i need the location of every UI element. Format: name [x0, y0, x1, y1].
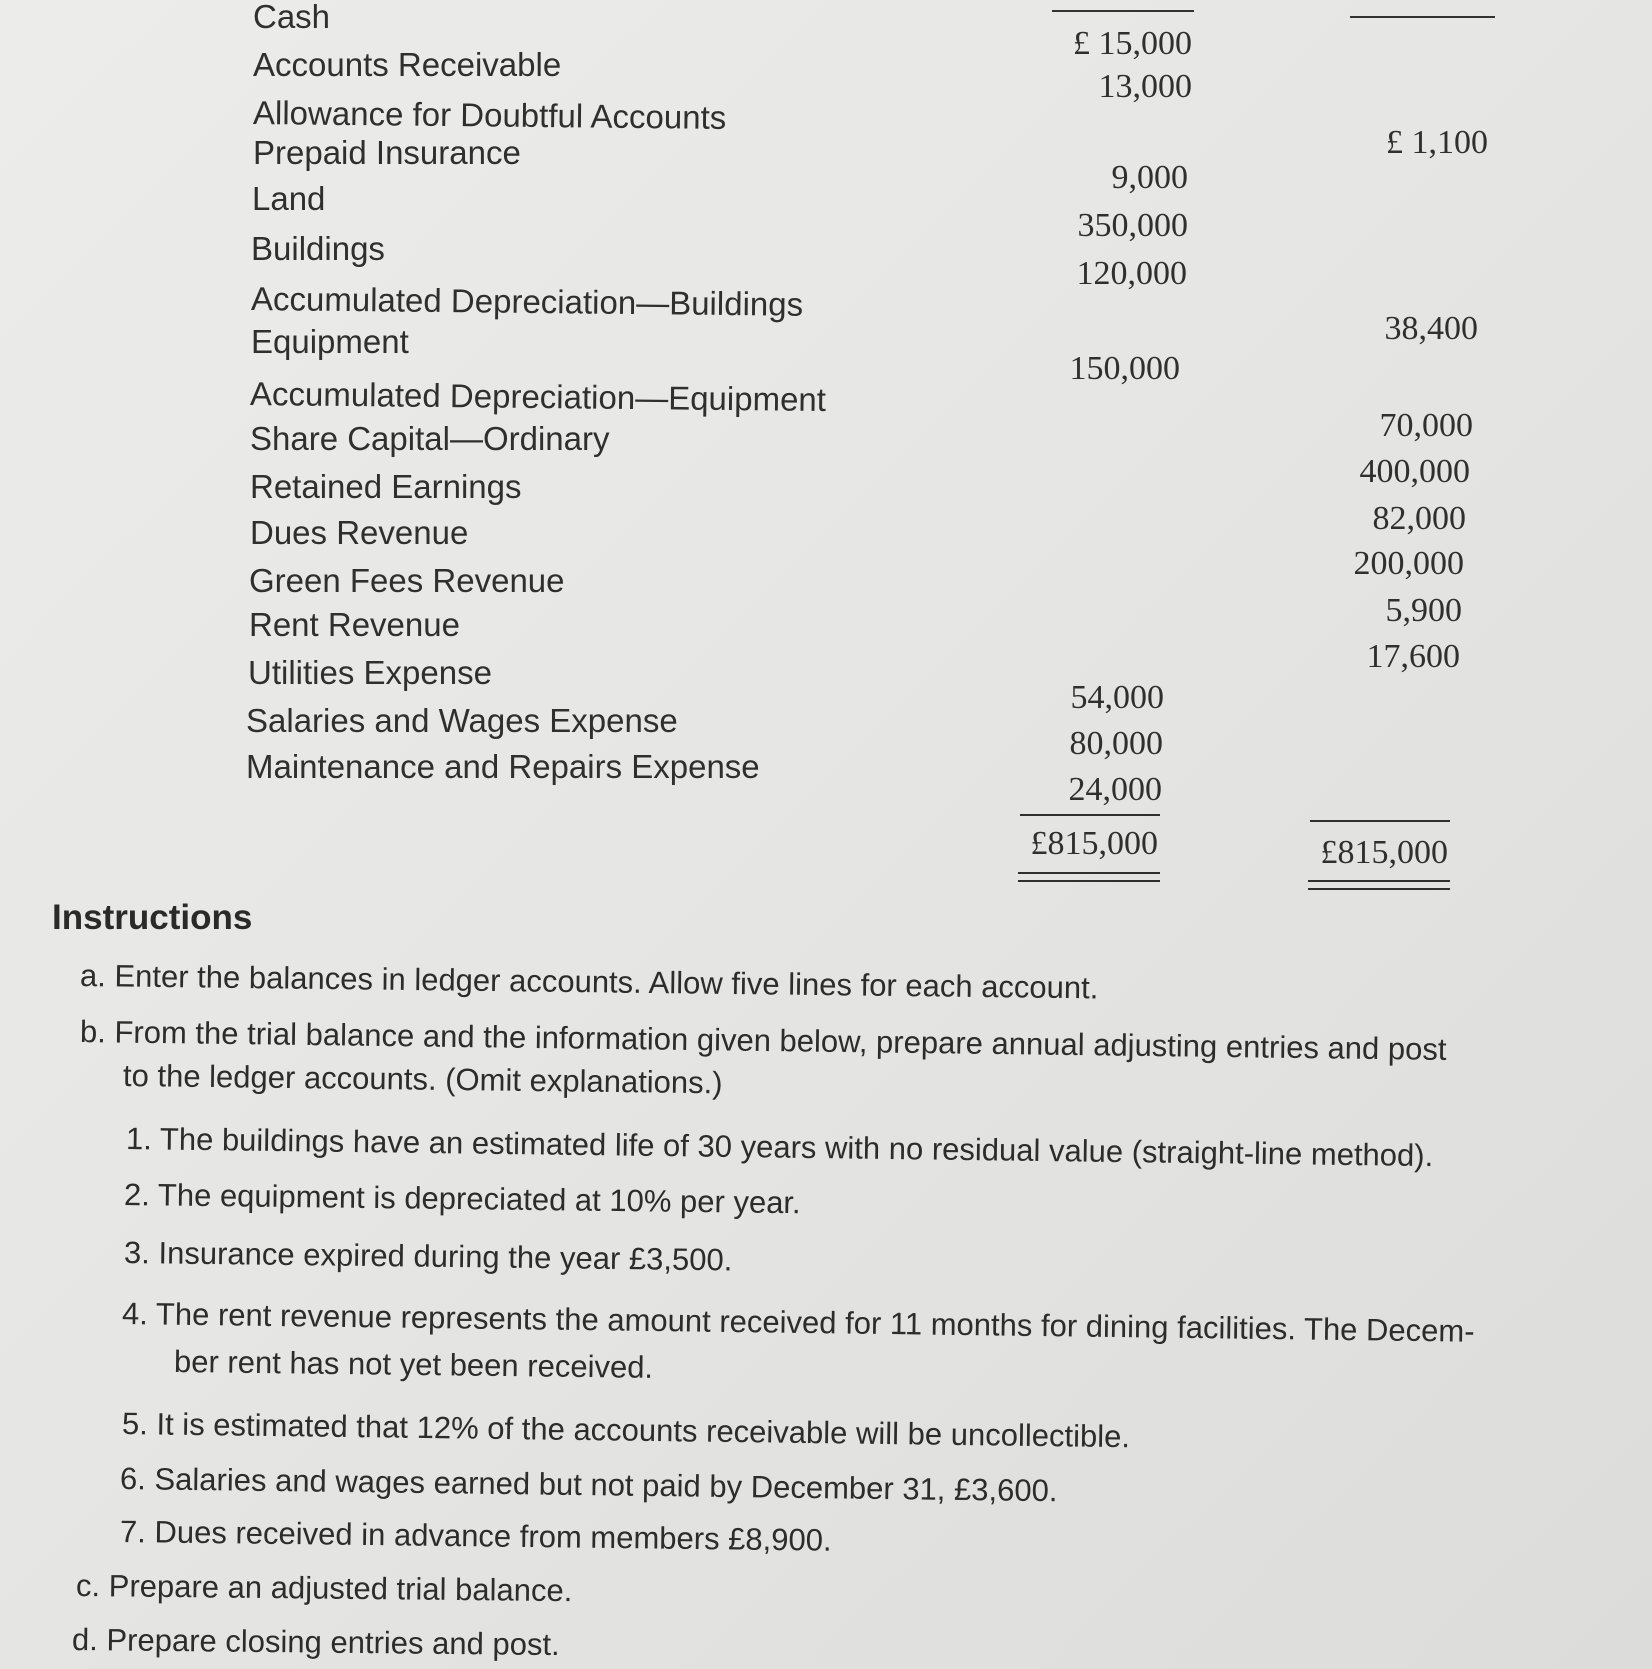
- adjustment-item-4: [122, 1296, 1475, 1350]
- account-name: Prepaid Insurance: [253, 134, 521, 171]
- account-name: Cash: [253, 0, 331, 35]
- credit-amount: £ 1,100: [1386, 124, 1488, 161]
- account-name: Share Capital—Ordinary: [250, 420, 610, 457]
- instruction-text: Insurance expired during the year £3,500.: [158, 1235, 733, 1278]
- account-name: Buildings: [251, 230, 385, 267]
- credit-total-double-rule-1: [1308, 880, 1450, 882]
- debit-amount: 13,000: [1098, 68, 1192, 105]
- adjustment-item-1: [126, 1121, 1434, 1174]
- debit-total: £815,000: [1030, 825, 1158, 862]
- debit-total-single-rule: [1020, 814, 1160, 816]
- debit-amount: £ 15,000: [1073, 25, 1192, 62]
- debit-amount: 150,000: [1069, 350, 1180, 387]
- instruction-marker: 5.: [121, 1406, 149, 1442]
- instruction-text: The equipment is depreciated at 10% per year.: [157, 1177, 801, 1221]
- debit-amount: 120,000: [1076, 255, 1187, 292]
- debit-amount: 24,000: [1068, 771, 1162, 808]
- credit-total-single-rule: [1310, 820, 1450, 822]
- debit-column-top-rule: [1052, 10, 1194, 12]
- instruction-text: Salaries and wages earned but not paid by December 31, £3,600.: [154, 1461, 1058, 1509]
- account-name: Retained Earnings: [250, 468, 522, 505]
- account-name: Accumulated Depreciation—Equipment: [249, 375, 827, 419]
- instruction-text: It is estimated that 12% of the accounts receivable will be uncollectible.: [156, 1406, 1131, 1455]
- debit-amount: 9,000: [1111, 159, 1188, 196]
- account-name: Accounts Receivable: [253, 46, 562, 83]
- instruction-c: [76, 1568, 573, 1609]
- instruction-marker: a.: [79, 958, 107, 994]
- instruction-text: Prepare an adjusted trial balance.: [108, 1568, 573, 1609]
- credit-amount: 17,600: [1366, 638, 1460, 675]
- account-name: Salaries and Wages Expense: [246, 702, 678, 739]
- account-name: Green Fees Revenue: [249, 562, 565, 599]
- account-name: Rent Revenue: [249, 606, 460, 643]
- instruction-text: Dues received in advance from members £8,900.: [154, 1514, 832, 1558]
- credit-amount: 5,900: [1385, 592, 1462, 629]
- account-name: Equipment: [251, 323, 409, 360]
- instruction-marker: 7.: [119, 1514, 147, 1550]
- account-name: Land: [252, 180, 326, 217]
- debit-total-double-rule-2: [1018, 880, 1160, 882]
- credit-column-top-rule: [1350, 16, 1495, 18]
- debit-amount: 54,000: [1070, 679, 1164, 716]
- credit-amount: 200,000: [1353, 545, 1464, 582]
- instruction-marker: c.: [75, 1568, 101, 1604]
- instruction-marker: d.: [71, 1622, 99, 1658]
- adjustment-item-2: [124, 1177, 801, 1221]
- account-name: Accumulated Depreciation—Buildings: [250, 280, 804, 323]
- debit-amount: 80,000: [1069, 725, 1163, 762]
- instructions-heading: Instructions: [52, 898, 253, 937]
- account-name: Allowance for Doubtful Accounts: [252, 94, 727, 136]
- instruction-marker: 1.: [125, 1121, 153, 1157]
- adjustment-item-4-continued: ber rent has not yet been received.: [173, 1344, 654, 1385]
- instruction-d: [72, 1622, 560, 1663]
- instruction-text: Prepare closing entries and post.: [106, 1622, 560, 1663]
- instruction-text: The rent revenue represents the amount received for 11 months for dining facilities. The Decem-: [155, 1296, 1475, 1349]
- instruction-text: From the trial balance and the information given below, prepare annual adjusting entries and post: [114, 1014, 1447, 1067]
- account-name: Utilities Expense: [248, 654, 492, 691]
- instruction-marker: b.: [79, 1014, 107, 1050]
- adjustment-item-7: [120, 1514, 832, 1559]
- credit-amount: 82,000: [1372, 500, 1466, 537]
- credit-total-double-rule-2: [1308, 888, 1450, 890]
- adjustment-item-6: [120, 1461, 1058, 1509]
- account-name: Maintenance and Repairs Expense: [246, 748, 760, 785]
- debit-total-double-rule-1: [1018, 872, 1160, 874]
- credit-amount: 38,400: [1384, 310, 1478, 347]
- credit-amount: 400,000: [1359, 453, 1470, 490]
- debit-amount: 350,000: [1077, 207, 1188, 244]
- instruction-marker: 2.: [123, 1177, 151, 1213]
- credit-amount: 70,000: [1379, 407, 1473, 444]
- adjustment-item-5: [122, 1406, 1130, 1455]
- instruction-marker: 3.: [123, 1235, 151, 1271]
- account-name: Dues Revenue: [250, 514, 469, 551]
- instruction-marker: 6.: [119, 1461, 147, 1497]
- instruction-a: [80, 958, 1099, 1006]
- credit-total: £815,000: [1320, 834, 1448, 871]
- instruction-text: Enter the balances in ledger accounts. Allow five lines for each account.: [114, 958, 1099, 1006]
- adjustment-item-3: [124, 1235, 733, 1278]
- instruction-text: The buildings have an estimated life of 30 years with no residual value (straight-line method).: [159, 1121, 1434, 1174]
- instruction-marker: 4.: [121, 1296, 149, 1332]
- instruction-b-continued: to the ledger accounts. (Omit explanations.): [122, 1058, 723, 1101]
